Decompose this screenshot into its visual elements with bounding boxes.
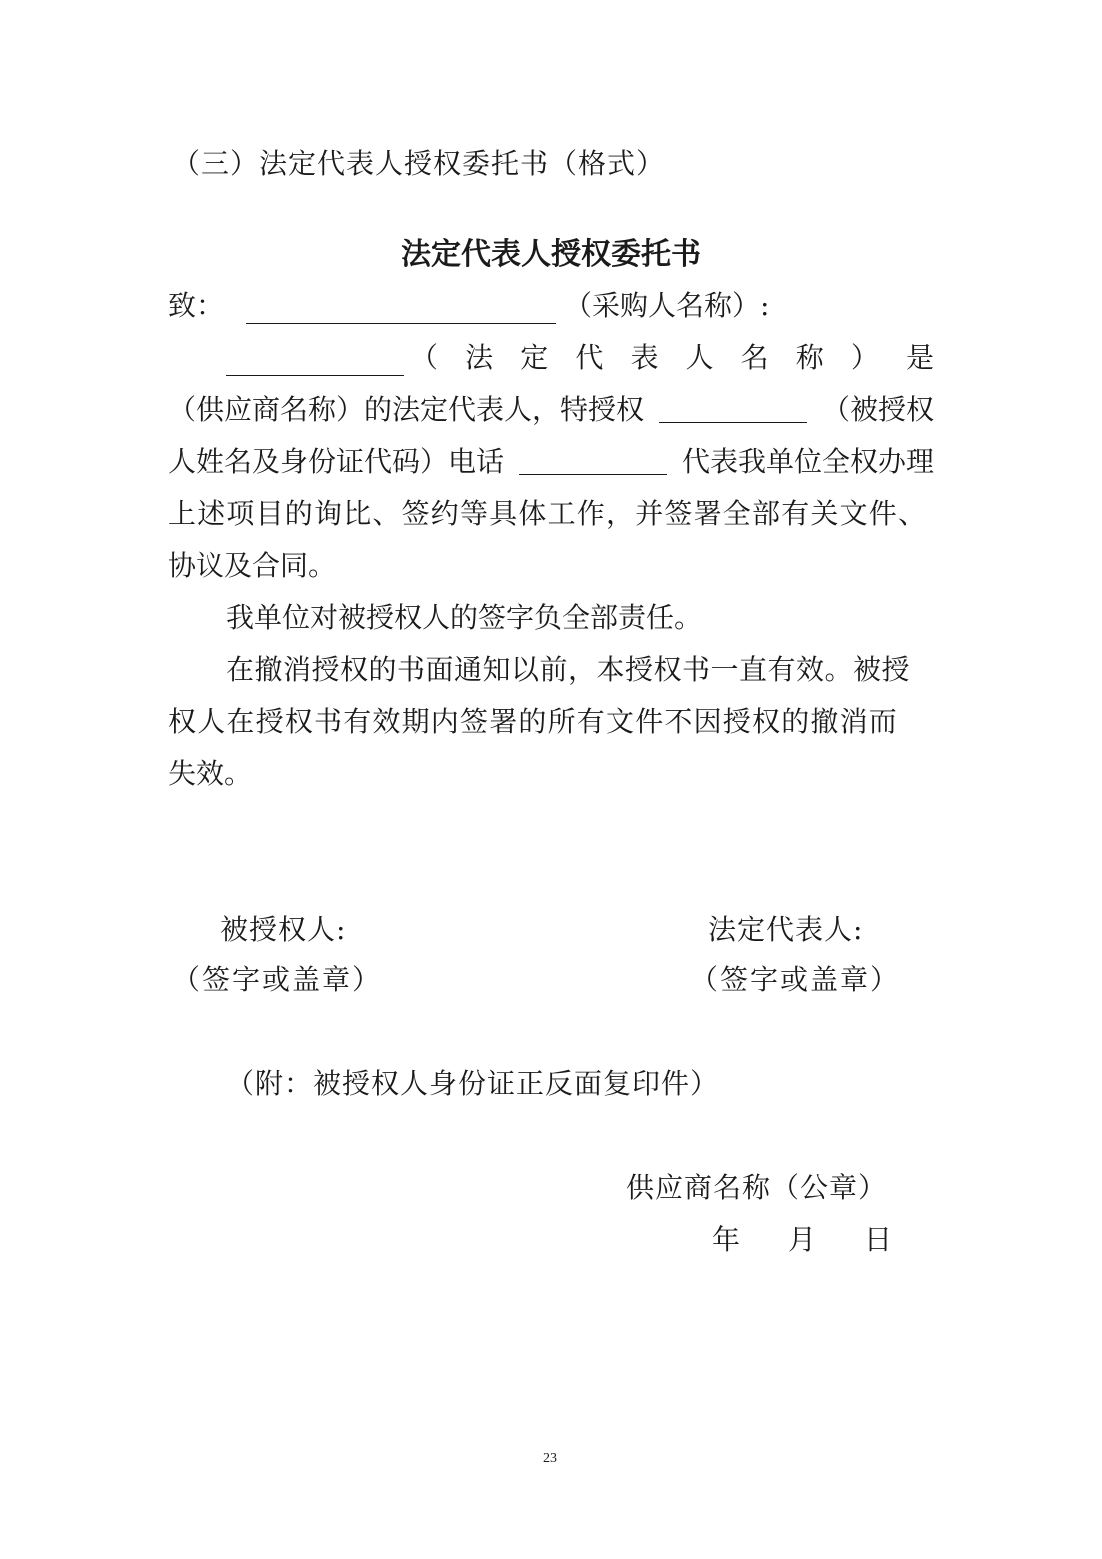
- validity-paragraph-line2: 权人在授权书有效期内签署的所有文件不因授权的撤消而: [168, 705, 899, 738]
- scope-line: 上述项目的询比、签约等具体工作，并签署全部有关文件、: [168, 497, 928, 530]
- date-month-label: 月: [788, 1223, 817, 1256]
- phone-line: [168, 444, 934, 480]
- phone-blank[interactable]: [519, 444, 667, 475]
- purchaser-name-label: （采购人名称）:: [564, 289, 770, 322]
- authorized-person-label: （被授权: [821, 393, 934, 426]
- legal-rep-char: ）: [850, 341, 879, 374]
- legal-rep-char: 代: [575, 341, 604, 374]
- legal-rep-char: 表: [630, 341, 659, 374]
- legal-rep-line: [226, 340, 934, 376]
- authorization-text: （供应商名称）的法定代表人，特授权: [168, 393, 645, 426]
- responsibility-paragraph: 我单位对被授权人的签字负全部责任。: [226, 601, 703, 634]
- authorized-person-sign-note: （签字或盖章）: [172, 963, 383, 996]
- legal-rep-char: （: [410, 341, 439, 374]
- authorized-person-blank[interactable]: [659, 392, 807, 423]
- legal-rep-char: 人: [685, 341, 714, 374]
- validity-paragraph-line1: 在撤消授权的书面通知以前，本授权书一直有效。被授: [226, 653, 911, 686]
- attachment-note: （附：被授权人身份证正反面复印件）: [226, 1067, 720, 1100]
- legal-rep-char: 名: [740, 341, 769, 374]
- addressee-line: [168, 288, 769, 324]
- legal-rep-char: 定: [520, 341, 549, 374]
- date-line: [712, 1222, 892, 1258]
- authorized-person-sign-label: 被授权人:: [220, 913, 347, 946]
- validity-paragraph-line3: 失效。: [168, 757, 253, 790]
- date-day-label: 日: [864, 1223, 893, 1256]
- scope-line-end: 协议及合同。: [168, 549, 337, 582]
- section-heading: （三）法定代表人授权委托书（格式）: [172, 147, 666, 180]
- purchaser-name-blank[interactable]: [246, 293, 556, 324]
- page-number: 23: [543, 1451, 557, 1466]
- document-title: 法定代表人授权委托书: [401, 237, 701, 272]
- legal-rep-char: 称: [795, 341, 824, 374]
- date-year-label: 年: [712, 1223, 741, 1256]
- legal-rep-label: [410, 340, 934, 376]
- supplier-seal-label: 供应商名称（公章）: [626, 1171, 888, 1204]
- legal-rep-sign-note: （签字或盖章）: [690, 963, 901, 996]
- legal-rep-char: 是: [905, 341, 934, 374]
- id-phone-text: 人姓名及身份证代码）电话: [168, 445, 505, 478]
- represent-text: 代表我单位全权办理: [681, 445, 934, 478]
- legal-rep-char: 法: [465, 341, 494, 374]
- to-label: 致：: [168, 289, 225, 322]
- authorization-line: [168, 392, 934, 428]
- legal-rep-name-blank[interactable]: [226, 345, 404, 376]
- legal-rep-sign-label: 法定代表人:: [708, 913, 864, 946]
